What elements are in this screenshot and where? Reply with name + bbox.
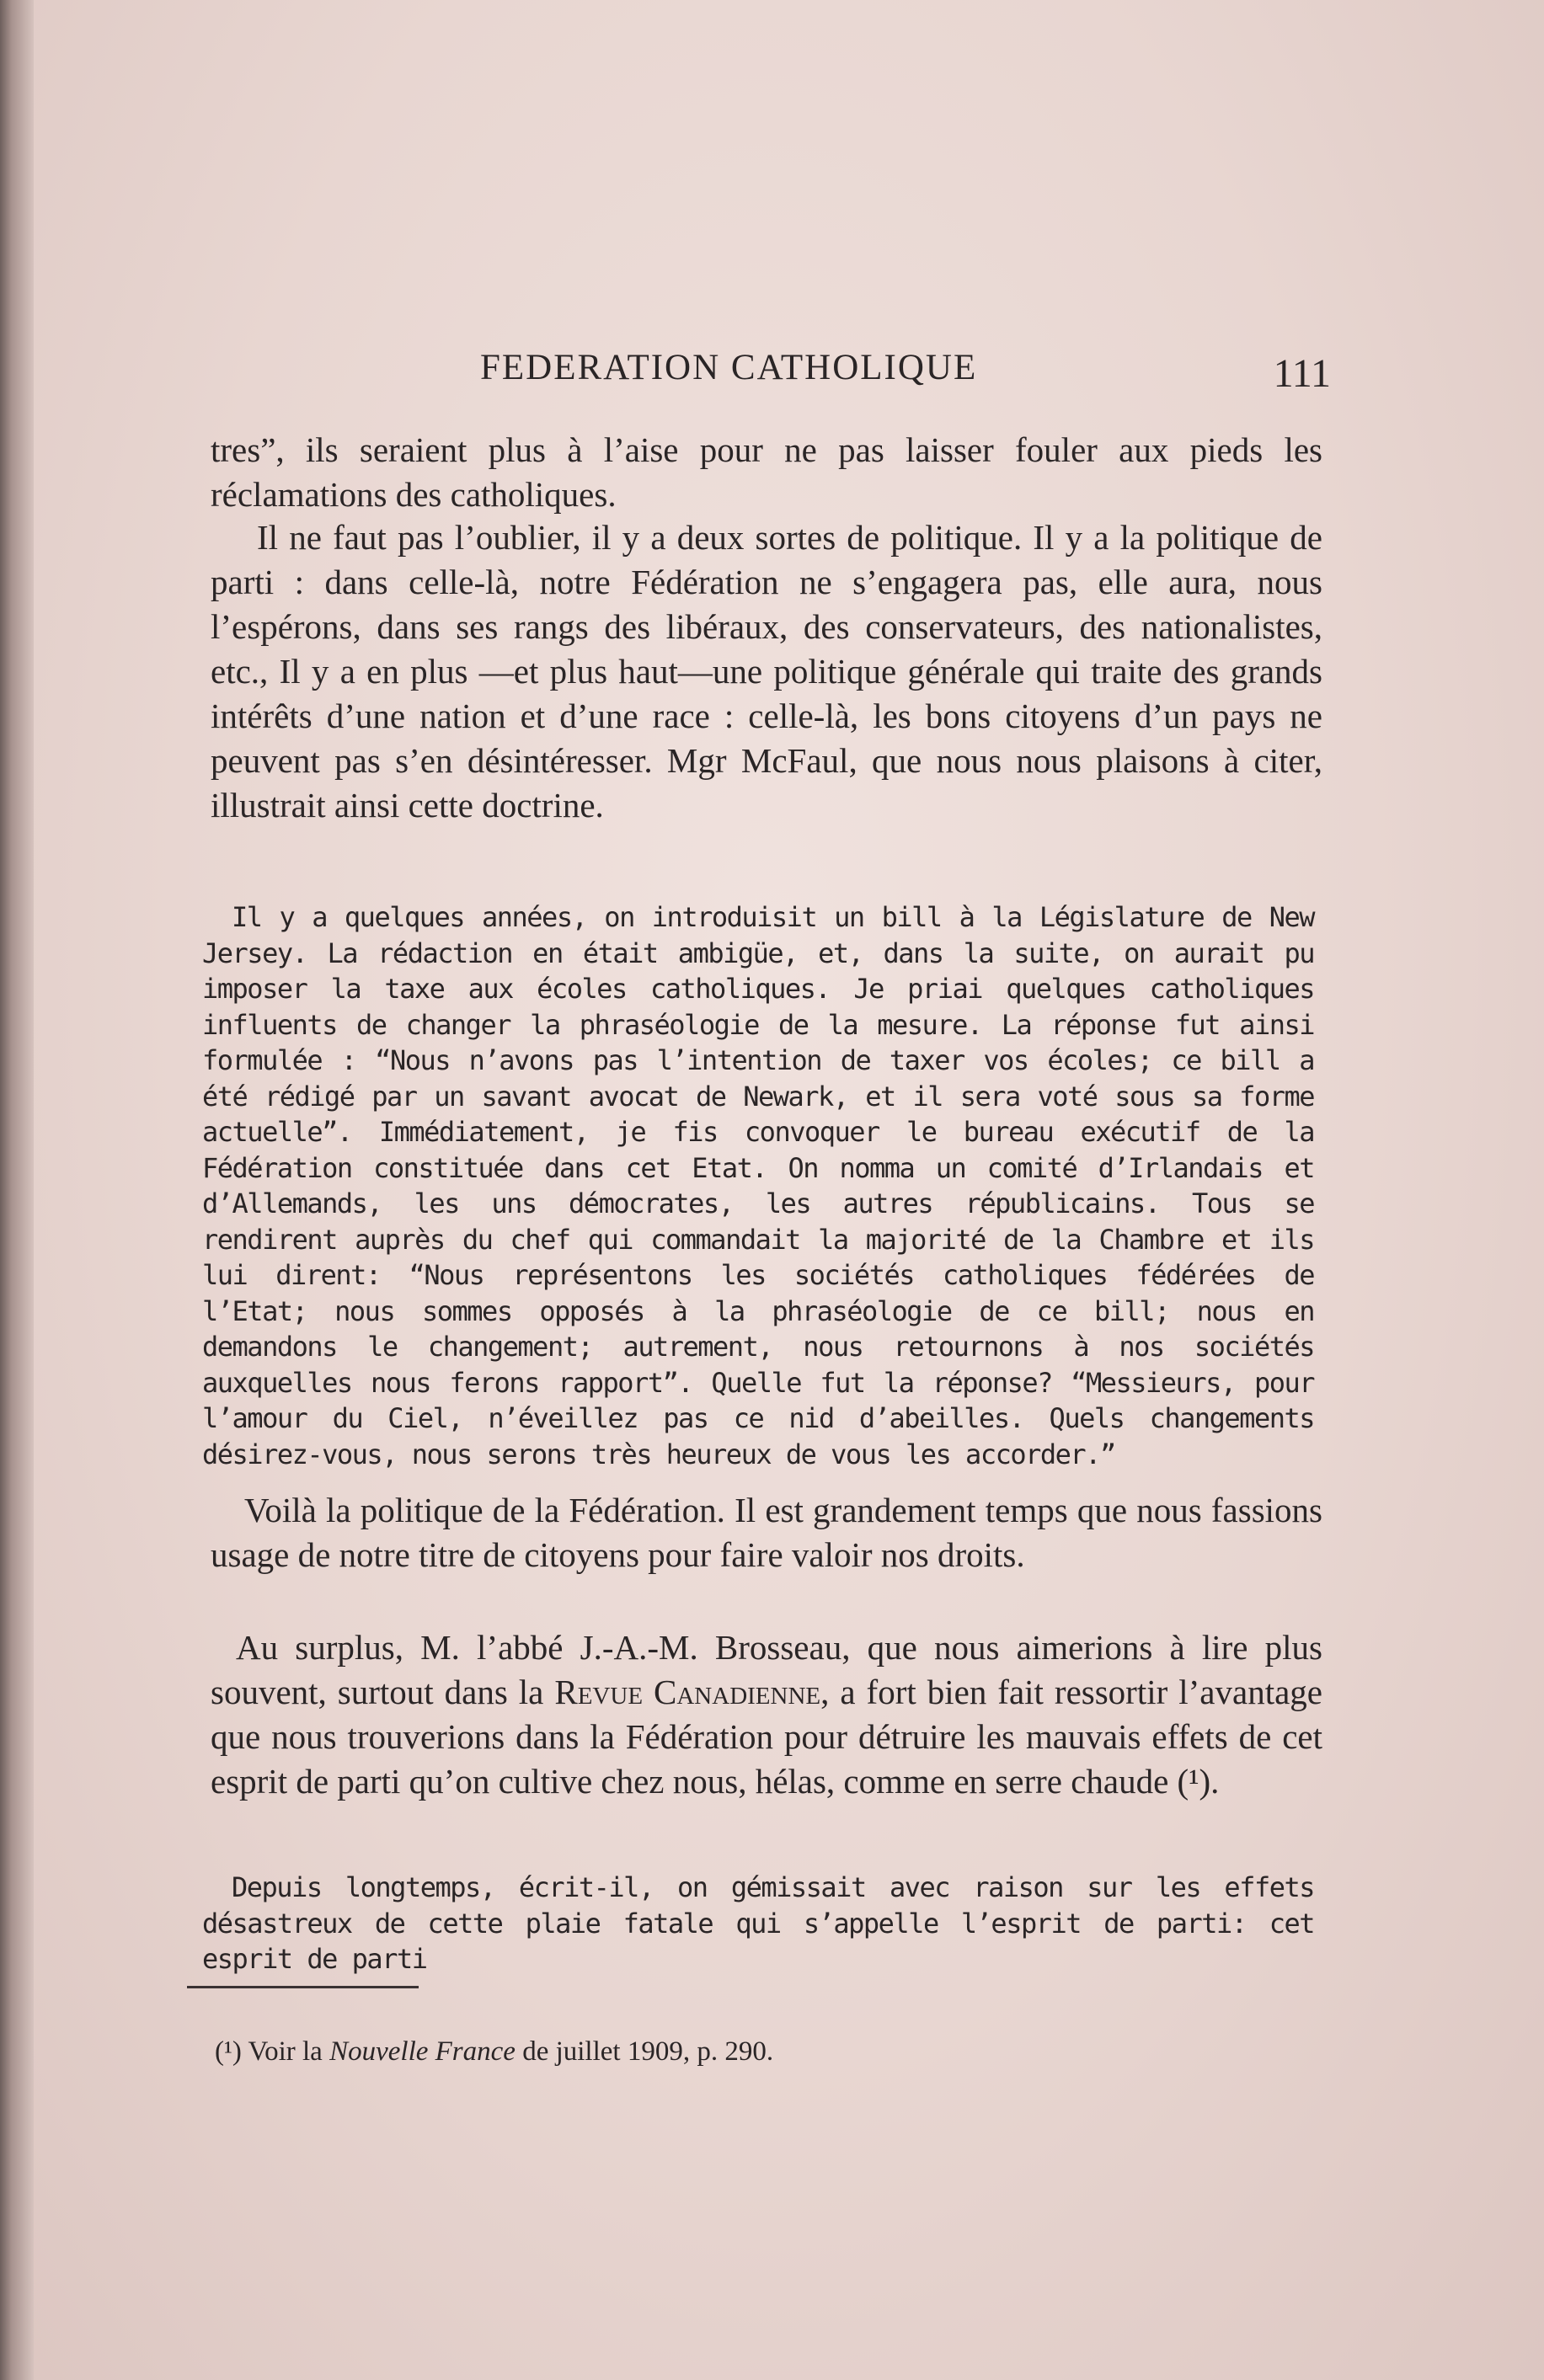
paragraph-1 — [211, 428, 1322, 517]
paragraph-2 — [211, 515, 1322, 828]
paragraph-2-text: Il ne faut pas l’oublier, il y a deux sortes de politique. Il y a la politique de parti : dans celle-là, notre Fédération ne s’engagera pas, elle aura, nous l’espérons, dans ses rangs des libéraux, des conservateurs, des nationalistes, etc., Il y a en plus —et plus haut—une politique générale qui traite des grands intérêts d’une nation et d’une race : celle-là, les bons citoyens d’un pays ne peuvent pas s’en désintéresser. Mgr McFaul, que nous nous plaisons à citer, illustrait ainsi cette doctrine. — [211, 518, 1322, 824]
running-title: FEDERATION CATHOLIQUE — [480, 348, 978, 387]
block-quote-1 — [202, 899, 1314, 1472]
paragraph-4 — [211, 1625, 1322, 1804]
block-quote-1-text: Il y a quelques années, on introduisit un bill à la Législature de New Jersey. La rédaction en était ambigüe, et, dans la suite, on aurait pu imposer la taxe aux écoles catholiques. Je priai quelques catholiques influents de changer la phraséologie de la mesure. La réponse fut ainsi formulée : “Nous n’avons pas l’intention de taxer vos écoles; ce bill a été rédigé par un savant avocat de Newark, et il sera voté sous sa forme actuelle”. Immédiatement, je fis convoquer le bureau exécutif de la Fédération constituée dans cet Etat. On nomma un comité d’Irlandais et d’Allemands, les uns démocrates, les autres républicains. Tous se rendirent auprès du chef qui commandait la majorité de la Chambre et ils lui dirent: “Nous représentons les sociétés catholiques fédérées de l’Etat; nous sommes opposés à la phraséologie de ce bill; nous en demandons le changement; autrement, nous retournons à nos sociétés auxquelles nous ferons rapport”. Quelle fut la réponse? “Messieurs, pour l’amour du Ciel, n’éveillez pas ce nid d’abeilles. Quels changements désirez-vous, nous serons très heureux de vous les accorder.” — [202, 901, 1314, 1470]
paragraph-1-text: tres”, ils seraient plus à l’aise pour ne pas laisser fouler aux pieds les réclamations des catholiques. — [211, 430, 1322, 514]
book-spine-shadow — [0, 0, 34, 2380]
footnote-marker: (¹) — [215, 2036, 242, 2067]
paragraph-3 — [211, 1488, 1322, 1577]
footnote-text-start: Voir la — [241, 2036, 330, 2067]
paragraph-4-end: , a fort bien fait ressortir l’avantage que nous trouverions dans la Fédération pour détruire les mauvais effets de cet esprit de parti qu’on cultive chez nous, hélas, comme en serre chaude (¹). — [211, 1673, 1322, 1801]
block-quote-2-text: Depuis longtemps, écrit-il, on gémissait avec raison sur les effets désastreux de cette plaie fatale qui s’appelle l’esprit de parti: cet esprit de parti — [202, 1871, 1314, 1975]
page-number: 111 — [1273, 351, 1331, 396]
journal-name: Revue Canadienne — [554, 1673, 821, 1711]
page-header — [211, 344, 1331, 403]
block-quote-2 — [202, 1870, 1314, 1977]
paragraph-4-start: Au surplus, M. l’abbé J.-A.-M. Brosseau, que nous aimerions à lire plus souvent, surtout dans la — [211, 1628, 1322, 1711]
footnote-title: Nouvelle France — [329, 2036, 516, 2067]
paragraph-3-text: Voilà la politique de la Fédération. Il est grandement temps que nous fassions usage de notre titre de citoyens pour faire valoir nos droits. — [211, 1491, 1322, 1574]
footnote-rule — [187, 1986, 419, 1988]
footnote-text-end: de juillet 1909, p. 290. — [515, 2036, 774, 2067]
footnote — [215, 2036, 773, 2068]
paragraph-4-text — [211, 1625, 1322, 1804]
